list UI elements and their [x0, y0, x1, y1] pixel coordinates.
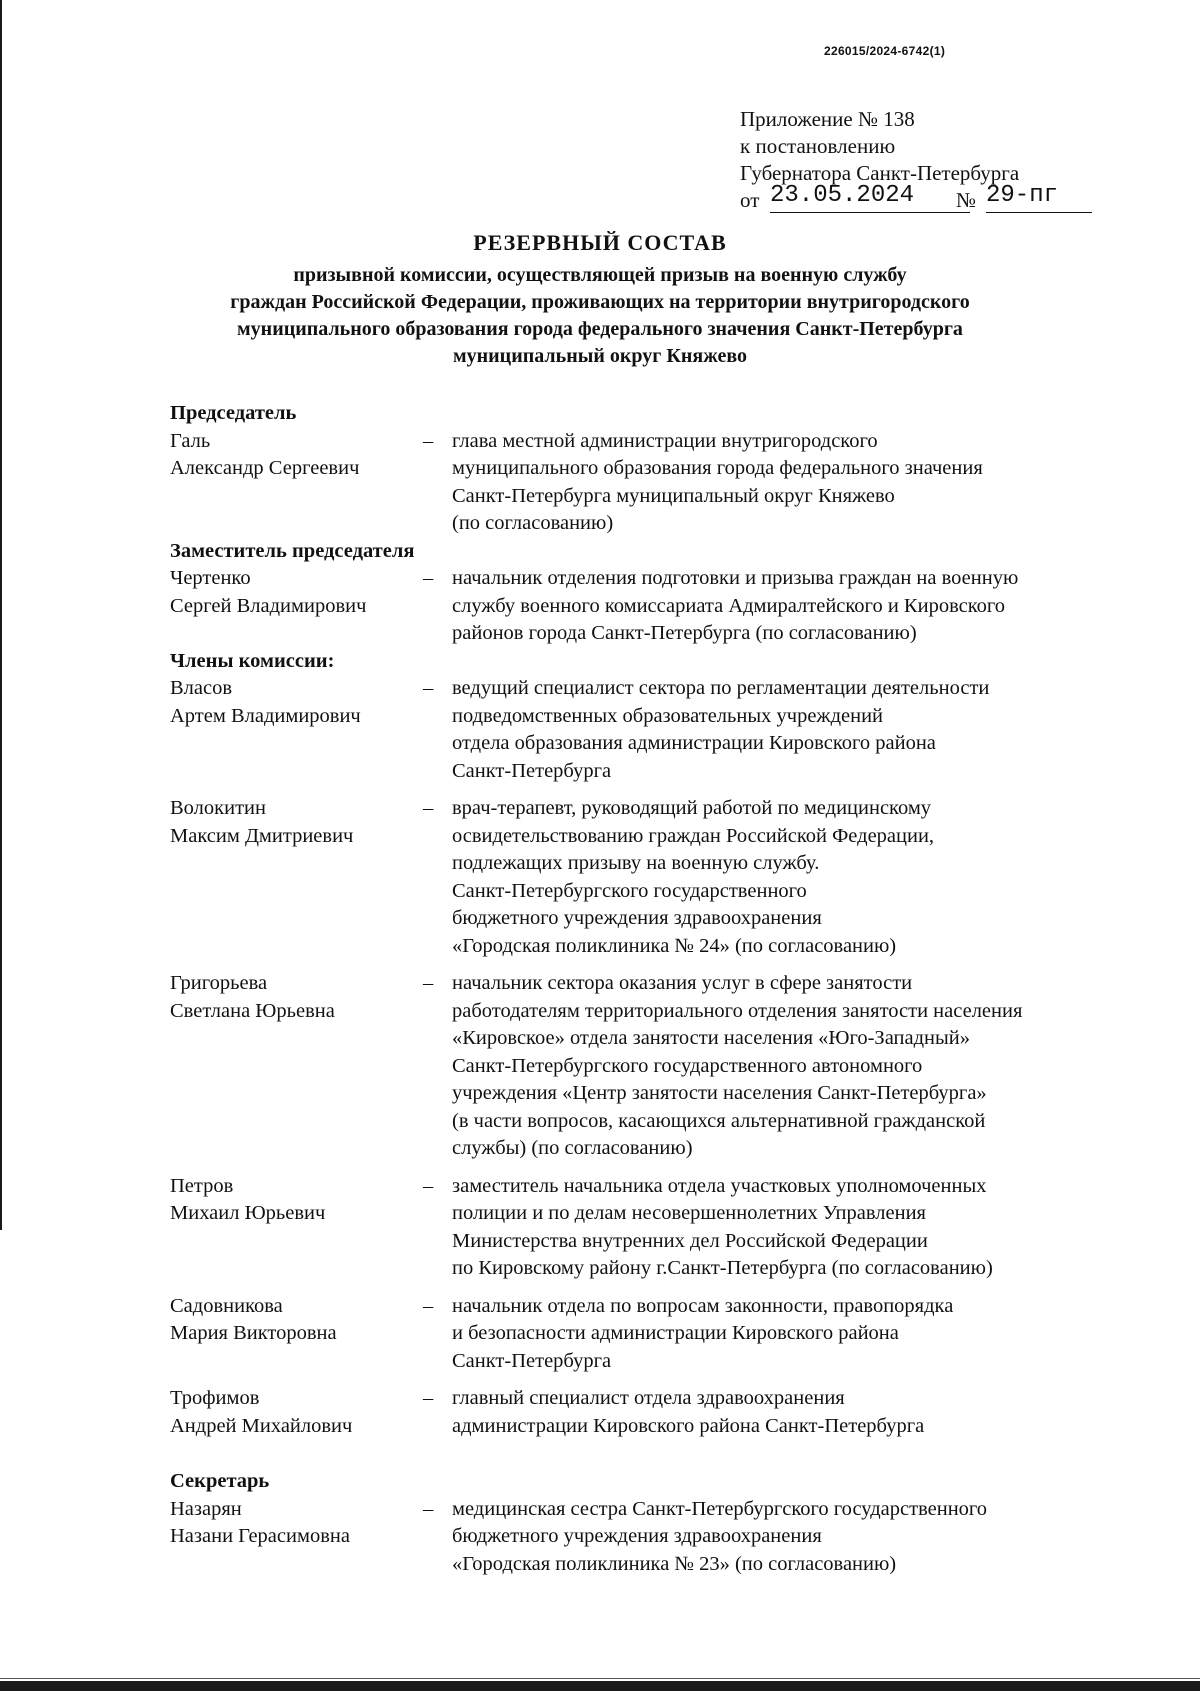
position-line: врач-терапевт, руководящий работой по медицинскому: [452, 797, 932, 819]
subtitle-line: призывной комиссии, осуществляющей призыв на военную службу: [293, 264, 907, 286]
chairman-entry: [170, 428, 1180, 538]
member-given-names: Михаил Юрьевич: [170, 1202, 326, 1224]
position-line: Санкт-Петербургского государственного автономного: [452, 1054, 923, 1077]
position-line: заместитель начальника отдела участковых уполномоченных: [452, 1174, 987, 1197]
dash-separator: –: [423, 429, 434, 452]
position-line: Министерства внутренних дел Российской Федерации: [452, 1229, 928, 1252]
dash-separator: –: [423, 972, 434, 994]
position-line: Санкт-Петербурга: [452, 1349, 612, 1372]
member-name: [170, 970, 420, 1025]
decree-date-line: [740, 182, 1059, 214]
dash-separator: –: [423, 797, 434, 819]
dash-separator: –: [423, 677, 434, 699]
appendix-line: Губернатора Санкт-Петербурга: [740, 161, 1020, 185]
member-name: [170, 1496, 420, 1551]
member-given-names: Сергей Владимирович: [170, 594, 367, 617]
position-line: «Кировское» отдела занятости населения «Юго-Западный»: [452, 1027, 970, 1049]
member-surname: Назарян: [170, 1497, 242, 1520]
position-line: учреждения «Центр занятости населения Санкт-Петербурга»: [452, 1082, 987, 1104]
position-line: и безопасности администрации Кировского района: [452, 1322, 899, 1344]
position-line: подведомственных образовательных учреждений: [452, 704, 884, 727]
member-position: [452, 1385, 1180, 1440]
dash-separator: –: [423, 1497, 434, 1520]
position-line: глава местной администрации внутригородского: [452, 429, 878, 452]
member-position: [452, 1293, 1180, 1376]
position-line: освидетельствованию граждан Российской Федерации,: [452, 824, 935, 847]
appendix-line: Приложение № 138: [740, 107, 915, 131]
secretary-heading: Секретарь: [170, 1470, 270, 1492]
position-line: администрации Кировского района Санкт-Петербурга: [452, 1414, 925, 1437]
member-position: [452, 795, 1180, 960]
position-line: Санкт-Петербурга муниципальный округ Княжево: [452, 484, 895, 507]
decree-date: 23.05.2024: [770, 182, 970, 213]
member-given-names: Андрей Михайлович: [170, 1414, 353, 1437]
document-subtitle: [150, 262, 1050, 370]
members-heading: Члены комиссии:: [170, 649, 335, 672]
member-position: [452, 1496, 1180, 1579]
chairman-heading: Председатель: [170, 402, 297, 424]
position-line: по Кировскому району г.Санкт-Петербурга (по согласованию): [452, 1257, 993, 1279]
member-surname: Власов: [170, 677, 233, 699]
member-entry: [170, 970, 1180, 1163]
member-entry: [170, 1173, 1180, 1283]
position-line: подлежащих призыву на военную службу.: [452, 852, 820, 874]
member-entry: [170, 1385, 1180, 1440]
member-name: [170, 1293, 420, 1348]
member-name: [170, 565, 420, 620]
member-surname: Григорьева: [170, 972, 268, 994]
document-title: РЕЗЕРВНЫЙ СОСТАВ: [473, 230, 727, 255]
position-line: бюджетного учреждения здравоохранения: [452, 907, 822, 929]
position-line: начальник отдела по вопросам законности, правопорядка: [452, 1294, 954, 1317]
registration-number: 226015/2024-6742(1): [824, 44, 946, 58]
member-entry: [170, 795, 1180, 960]
subtitle-line: муниципального образования города федерального значения Санкт-Петербурга: [237, 318, 963, 340]
position-line: Санкт-Петербургского государственного: [452, 879, 807, 902]
member-given-names: Светлана Юрьевна: [170, 999, 335, 1022]
subtitle-line: граждан Российской Федерации, проживающих на территории внутригородского: [230, 291, 970, 313]
position-line: начальник отделения подготовки и призыва граждан на военную: [452, 567, 1019, 589]
position-line: главный специалист отдела здравоохранения: [452, 1387, 845, 1409]
member-surname: Трофимов: [170, 1387, 260, 1409]
deputy-heading: Заместитель председателя: [170, 539, 415, 562]
scan-edge-bottom: [0, 1681, 1200, 1691]
position-line: (в части вопросов, касающихся альтернативной гражданской: [452, 1109, 986, 1132]
member-name: [170, 1385, 420, 1440]
appendix-line: к постановлению: [740, 134, 896, 158]
position-line: полиции и по делам несовершеннолетних Управления: [452, 1202, 926, 1224]
member-surname: Садовникова: [170, 1294, 283, 1317]
number-prefix: №: [956, 188, 977, 212]
member-surname: Волокитин: [170, 797, 266, 819]
member-surname: Чертенко: [170, 567, 251, 589]
decree-number: 29-пг: [986, 182, 1092, 213]
position-line: «Городская поликлиника № 23» (по согласованию): [452, 1552, 897, 1575]
dash-separator: –: [423, 567, 434, 589]
member-given-names: Артем Владимирович: [170, 704, 361, 727]
member-position: [452, 1173, 1180, 1283]
appendix-block: [740, 106, 1059, 214]
position-line: службы) (по согласованию): [452, 1137, 693, 1159]
secretary-entry: [170, 1496, 1180, 1579]
member-given-names: Назани Герасимовна: [170, 1525, 350, 1547]
deputy-entry: [170, 565, 1180, 648]
member-name: [170, 1173, 420, 1228]
member-given-names: Мария Викторовна: [170, 1322, 337, 1344]
subtitle-line: муниципальный округ Княжево: [453, 345, 747, 367]
member-entry: [170, 675, 1180, 785]
member-entry: [170, 1293, 1180, 1376]
member-name: [170, 675, 420, 730]
member-position: [452, 675, 1180, 785]
position-line: медицинская сестра Санкт-Петербургского государственного: [452, 1497, 988, 1520]
date-prefix: от: [740, 188, 760, 212]
dash-separator: –: [423, 1294, 434, 1317]
position-line: (по согласованию): [452, 512, 614, 534]
position-line: службу военного комиссариата Адмиралтейского и Кировского: [452, 594, 1006, 617]
scan-edge-left: [0, 0, 2, 1230]
position-line: начальник сектора оказания услуг в сфере занятости: [452, 972, 913, 994]
position-line: ведущий специалист сектора по регламентации деятельности: [452, 677, 990, 699]
dash-separator: –: [423, 1174, 434, 1197]
member-surname: Галь: [170, 429, 211, 452]
position-line: районов города Санкт-Петербурга (по согласованию): [452, 622, 917, 644]
member-position: [452, 428, 1180, 538]
member-name: [170, 795, 420, 850]
position-line: муниципального образования города федерального значения: [452, 457, 983, 479]
member-given-names: Максим Дмитриевич: [170, 824, 354, 847]
scan-edge-bottom-line: [0, 1678, 1200, 1679]
member-given-names: Александр Сергеевич: [170, 457, 360, 479]
position-line: Санкт-Петербурга: [452, 759, 612, 782]
member-surname: Петров: [170, 1174, 234, 1197]
position-line: бюджетного учреждения здравоохранения: [452, 1525, 822, 1547]
member-name: [170, 428, 420, 483]
dash-separator: –: [423, 1387, 434, 1409]
position-line: отдела образования администрации Кировского района: [452, 732, 936, 754]
commission-roster: [170, 400, 1180, 1578]
member-position: [452, 970, 1180, 1163]
member-position: [452, 565, 1180, 648]
position-line: работодателям территориального отделения занятости населения: [452, 999, 1023, 1022]
position-line: «Городская поликлиника № 24» (по согласованию): [452, 934, 897, 957]
